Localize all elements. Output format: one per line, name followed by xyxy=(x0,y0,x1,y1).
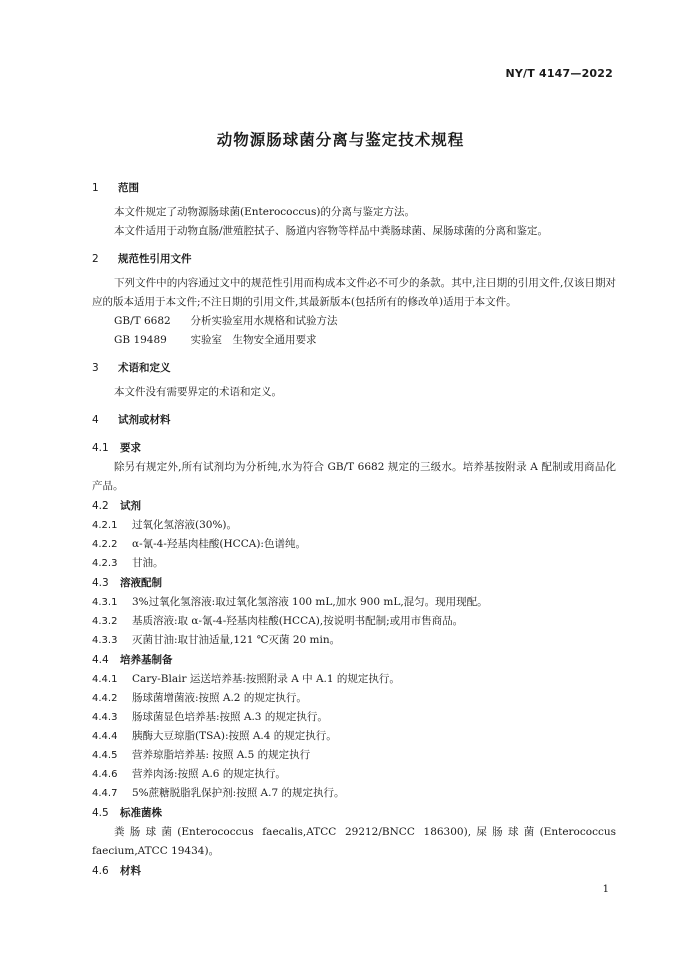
subsection-4-6-heading xyxy=(92,861,616,881)
item-number: 4.4.4 xyxy=(92,731,118,742)
item-number: 4.2.2 xyxy=(92,539,118,550)
subsection-title: 要求 xyxy=(120,442,141,454)
section-title: 规范性引用文件 xyxy=(118,253,192,265)
item-text: 肠球菌增菌液:按照 A.2 的规定执行。 xyxy=(132,692,307,704)
section-4-heading xyxy=(92,410,616,430)
item-number: 4.4.5 xyxy=(92,750,118,761)
subsection-number: 4.6 xyxy=(92,865,109,877)
item-text: 5%蔗糖脱脂乳保护剂:按照 A.7 的规定执行。 xyxy=(132,787,345,799)
subsection-4-5-heading xyxy=(92,803,616,823)
item-text: 胰酶大豆琼脂(TSA):按照 A.4 的规定执行。 xyxy=(132,730,337,742)
section-number: 2 xyxy=(92,253,99,265)
subsection-number: 4.2 xyxy=(92,500,109,512)
item-number: 4.3.3 xyxy=(92,635,118,646)
reference-code: GB/T 6682 xyxy=(114,315,171,327)
list-item xyxy=(92,631,616,650)
reference-strains-paragraph: 粪肠球菌(Enterococcus faecalis,ATCC 29212/BNCC 186300),屎肠球菌(Enterococcus faecium,ATCC 19434)。 xyxy=(92,826,616,857)
item-text: 肠球菌显色培养基:按照 A.3 的规定执行。 xyxy=(132,711,328,723)
scope-paragraph: 本文件规定了动物源肠球菌(Enterococcus)的分离与鉴定方法。 xyxy=(114,206,416,218)
list-item xyxy=(92,746,616,765)
reference-code: GB 19489 xyxy=(114,334,167,346)
subsection-title: 材料 xyxy=(120,865,141,877)
subsection-4-1-heading xyxy=(92,438,616,458)
item-text: 营养琼脂培养基: 按照 A.5 的规定执行 xyxy=(132,749,311,761)
item-number: 4.4.1 xyxy=(92,674,118,685)
scope-paragraph: 本文件适用于动物直肠/泄殖腔拭子、肠道内容物等样品中粪肠球菌、屎肠球菌的分离和鉴定。 xyxy=(114,225,549,237)
document-body xyxy=(92,178,616,881)
item-number: 4.2.1 xyxy=(92,520,118,531)
subsection-number: 4.3 xyxy=(92,577,109,589)
list-item xyxy=(92,516,616,535)
list-item xyxy=(92,784,616,803)
item-text: α-氰-4-羟基肉桂酸(HCCA):色谱纯。 xyxy=(132,538,306,550)
list-item xyxy=(92,689,616,708)
list-item xyxy=(92,554,616,573)
section-number: 1 xyxy=(92,182,99,194)
page-number: 1 xyxy=(602,884,609,895)
section-number: 4 xyxy=(92,414,99,426)
item-number: 4.3.2 xyxy=(92,616,118,627)
item-text: 过氧化氢溶液(30%)。 xyxy=(132,519,238,531)
section-title: 范围 xyxy=(118,182,139,194)
section-title: 术语和定义 xyxy=(118,362,171,374)
subsection-title: 培养基制备 xyxy=(120,654,173,666)
document-title: 动物源肠球菌分离与鉴定技术规程 xyxy=(216,131,465,149)
item-text: 基质溶液:取 α-氰-4-羟基肉桂酸(HCCA),按说明书配制;或用市售商品。 xyxy=(132,615,464,627)
subsection-4-3-heading xyxy=(92,573,616,593)
item-text: 甘油。 xyxy=(132,557,164,569)
terms-paragraph: 本文件没有需要界定的术语和定义。 xyxy=(114,386,282,398)
reference-title: 实验室 生物安全通用要求 xyxy=(190,334,317,346)
item-number: 4.4.2 xyxy=(92,693,118,704)
section-1-heading xyxy=(92,178,616,198)
item-number: 4.2.3 xyxy=(92,558,118,569)
subsection-title: 标准菌株 xyxy=(120,807,162,819)
item-number: 4.3.1 xyxy=(92,597,118,608)
item-text: 灭菌甘油:取甘油适量,121 ℃灭菌 20 min。 xyxy=(132,634,341,646)
subsection-title: 溶液配制 xyxy=(120,577,162,589)
section-title: 试剂或材料 xyxy=(118,414,171,426)
requirements-paragraph: 除另有规定外,所有试剂均为分析纯,水为符合 GB/T 6682 规定的三级水。培养基按附录 A 配制或用商品化产品。 xyxy=(92,461,616,492)
reference-item xyxy=(92,312,616,331)
subsection-title: 试剂 xyxy=(120,500,141,512)
section-3-heading xyxy=(92,358,616,378)
subsection-number: 4.4 xyxy=(92,654,109,666)
list-item xyxy=(92,765,616,784)
document-code: NY/T 4147—2022 xyxy=(505,67,613,80)
list-item xyxy=(92,708,616,727)
list-item xyxy=(92,670,616,689)
subsection-number: 4.1 xyxy=(92,442,109,454)
item-text: 营养肉汤:按照 A.6 的规定执行。 xyxy=(132,768,286,780)
section-2-heading xyxy=(92,249,616,269)
subsection-number: 4.5 xyxy=(92,807,109,819)
subsection-4-4-heading xyxy=(92,650,616,670)
item-number: 4.4.6 xyxy=(92,769,118,780)
list-item xyxy=(92,727,616,746)
list-item xyxy=(92,535,616,554)
section-number: 3 xyxy=(92,362,99,374)
list-item xyxy=(92,593,616,612)
normative-references-paragraph: 下列文件中的内容通过文中的规范性引用而构成本文件必不可少的条款。其中,注日期的引用文件,仅该日期对应的版本适用于本文件;不注日期的引用文件,其最新版本(包括所有的修改单)适用于本文件。 xyxy=(92,277,616,308)
item-number: 4.4.3 xyxy=(92,712,118,723)
reference-title: 分析实验室用水规格和试验方法 xyxy=(190,315,338,327)
item-text: 3%过氧化氢溶液:取过氧化氢溶液 100 mL,加水 900 mL,混匀。现用现配。 xyxy=(132,596,488,608)
list-item xyxy=(92,612,616,631)
item-number: 4.4.7 xyxy=(92,788,118,799)
subsection-4-2-heading xyxy=(92,496,616,516)
item-text: Cary-Blair 运送培养基:按照附录 A 中 A.1 的规定执行。 xyxy=(132,673,400,685)
reference-item xyxy=(92,331,616,350)
